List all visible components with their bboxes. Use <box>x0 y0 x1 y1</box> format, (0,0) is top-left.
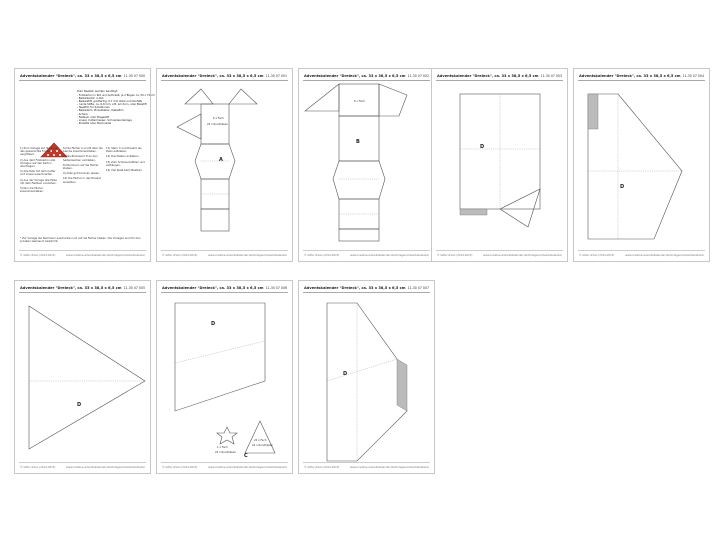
page-title: Adventskalender "Dreieck", ca. 33 x 38,5 x 6,5 cm <box>20 74 122 78</box>
instruction-step: 6) Die Fächer A und B über die Lasche zusammenkleben. <box>63 147 103 154</box>
footer-copyright: © Gitte Urban (2014-2015) <box>304 466 340 469</box>
page-code: 11-30 07 002 <box>407 74 429 78</box>
footer-divider <box>436 250 563 251</box>
footer-copyright: © Gitte Urban (2014-2015) <box>304 254 340 257</box>
footer-copyright: © Gitte Urban (2014-2015) <box>162 466 198 469</box>
star-shape <box>217 427 237 444</box>
instruction-step: 5) Nun die Fächer zusammenkleben. <box>20 187 44 194</box>
footer-url: www.creative-adventskalender.de/Vorlagen/Adventskalender <box>208 254 287 257</box>
footer-copyright: © Gitte Urban (2014-2015) <box>20 466 56 469</box>
footer-copyright: © Gitte Urban (2014-2015) <box>20 254 56 257</box>
instruction-step: 13) Zum Schluss befüllen und aufhängen. <box>106 160 145 167</box>
net-piece-d-left <box>432 69 569 263</box>
template-page-6 <box>14 280 151 474</box>
instruction-step: 1) Zum Vorlage auf die B auf das gewünschte Format vergrößern. <box>20 147 58 157</box>
footer-copyright: © Gitte Urban (2014-2015) <box>437 254 473 257</box>
footer-divider <box>19 250 146 251</box>
footer-divider <box>578 250 705 251</box>
template-page-5 <box>573 68 710 262</box>
materials-item: - Bastelkarton in Rot <box>77 97 104 101</box>
page-code: 11-30 07 003 <box>540 74 562 78</box>
instructions-col-2 <box>63 147 103 186</box>
instruction-step: 4) Aus der Vorlage alle Falze mit dem Falzbein vorziehen. <box>20 178 57 185</box>
net-piece-a <box>157 69 294 263</box>
materials-item: - Tesafilm für Schablonen <box>77 106 110 110</box>
materials-item: - Bastelstift, goldfarbig, 0,7 mm stark und Konfetti <box>77 100 143 104</box>
footer-url: www.creative-adventskalender.de/Vorlagen/Adventskalender <box>66 466 145 469</box>
footer-url: www.creative-adventskalender.de/Vorlagen/Adventskalender <box>66 254 145 257</box>
materials-item: - Lineal, Cuttermesser, Schneideunterlage <box>77 118 132 122</box>
instruction-step: 14) Viel Spaß beim Basteln! <box>106 169 143 173</box>
page-code: 11-30 07 006 <box>265 286 287 290</box>
page-title: Adventskalender "Dreieck", ca. 33 x 38,5 x 6,5 cm <box>437 74 539 78</box>
instruction-step: 9) Alles gut trocknen lassen. <box>63 172 100 176</box>
materials-item: - Schere <box>77 112 88 116</box>
triangle-note: 24 x Rundhaken <box>252 444 273 447</box>
piece-label-a: A <box>219 157 223 163</box>
piece-label-c: C <box>244 453 248 459</box>
piece-label-d: D <box>211 321 216 327</box>
footer-divider <box>303 250 430 251</box>
page-title: Adventskalender "Dreieck", ca. 33 x 38,5 x 6,5 cm <box>579 74 681 78</box>
page-code: 11-30 07 004 <box>682 74 704 78</box>
instruction-step: 11) Stern C und Dreieck als Deko aufkleben. <box>106 147 142 154</box>
page-title: Adventskalender "Dreieck", ca. 33 x 38,5 x 6,5 cm <box>304 286 406 290</box>
template-page-1 <box>14 68 155 262</box>
footer-url: www.creative-adventskalender.de/Vorlagen/Adventskalender <box>483 254 562 257</box>
materials-item: - Bastelleim, Pinselkleber, Klebefilm <box>77 109 124 113</box>
instruction-step: 10) Die Fächer in das Dreieck einsetzen. <box>63 177 102 184</box>
materials-heading: Zum Basteln werden benötigt: <box>77 89 118 93</box>
materials-item: - runde Stifte, ca. 6-8 mm, z.B. am Korn. oder Bleistift <box>77 103 147 107</box>
piece-label-d: D <box>480 144 485 150</box>
instruction-step: 3) Alle Teile mit dem Cutter und Lineal ausschneiden. <box>20 170 56 177</box>
net-piece-b <box>299 69 436 263</box>
footer-divider <box>19 462 146 463</box>
page-title: Adventskalender "Dreieck", ca. 33 x 38,5 x 6,5 cm <box>304 74 406 78</box>
materials-item: - Pinzette oder Stecknadel <box>77 121 112 125</box>
net-piece-d-last <box>299 281 436 475</box>
page-title: Adventskalender "Dreieck", ca. 33 x 38,5 x 6,5 cm <box>162 74 264 78</box>
piece-label-d: D <box>77 402 82 408</box>
footnote: * Zur Vorlage die Nummern ausdrucken und auf die Fächer kleben. Die Vorlagen sind für den privaten Gebrauch bestimmt. <box>20 237 141 244</box>
page-code: 11-30 07 005 <box>123 286 145 290</box>
piece-label-d: D <box>620 184 625 190</box>
instructions-col-1 <box>20 147 60 195</box>
instruction-step: 7) Die Rückwand D an den Seitenlaschen verkleben. <box>63 155 98 162</box>
piece-note: 24 x Rundhaken <box>207 123 228 126</box>
piece-note: 6 x Fach <box>354 100 365 103</box>
footer-url: www.creative-adventskalender.de/Vorlagen/Adventskalender <box>625 254 704 257</box>
net-piece-d-right <box>574 69 711 263</box>
template-page-3 <box>298 68 435 262</box>
page-code: 11-30 07 001 <box>265 74 287 78</box>
page-code: 11-30 07 000 <box>123 74 145 78</box>
page-title: Adventskalender "Dreieck", ca. 33 x 38,5 x 6,5 cm <box>162 286 264 290</box>
page-title: Adventskalender "Dreieck", ca. 33 x 38,5 x 6,5 cm <box>20 286 122 290</box>
template-page-2 <box>156 68 293 262</box>
star-note: 24 x Rundhaken <box>215 451 236 454</box>
footer-divider <box>161 250 288 251</box>
template-page-4 <box>431 68 568 262</box>
instruction-step: 8) Nummern auf die Fächer kleben. <box>63 163 99 171</box>
footer-copyright: © Gitte Urban (2014-2015) <box>579 254 615 257</box>
triangle-note: 24 x Fach <box>254 439 267 442</box>
materials-list <box>77 89 155 125</box>
footer-url: www.creative-adventskalender.de/Vorlagen/Adventskalender <box>208 466 287 469</box>
piece-note: 6 x Fach <box>213 117 224 120</box>
triangle-shape <box>245 421 275 453</box>
footer-copyright: © Gitte Urban (2014-2015) <box>162 254 198 257</box>
net-piece-d-bottom <box>15 281 152 475</box>
template-page-8 <box>298 280 435 474</box>
materials-item: - Fotokarton in Rot und Anthrazit, je 2 Bogen ca. 50 x 70 cm <box>77 94 155 97</box>
instruction-step: 2) Aus dem Fotokarton alle Vorlagen auf den Karton übertragen. <box>20 158 56 169</box>
instruction-step: 12) Rundhaken ankleben. <box>106 155 140 159</box>
piece-label-b: B <box>356 139 360 145</box>
footer-url: www.creative-adventskalender.de/Vorlagen/Adventskalender <box>350 466 429 469</box>
footer-url: www.creative-adventskalender.de/Vorlagen/Adventskalender <box>350 254 429 257</box>
template-page-7 <box>156 280 293 474</box>
footer-divider <box>161 462 288 463</box>
page-code: 11-30 07 007 <box>407 286 429 290</box>
materials-item: - Falzbein oder Prägestift <box>77 115 110 119</box>
footer-divider <box>303 462 430 463</box>
instructions-col-3 <box>106 147 146 174</box>
star-note: 1 x Fach <box>217 446 228 449</box>
piece-label-d: D <box>343 371 348 377</box>
